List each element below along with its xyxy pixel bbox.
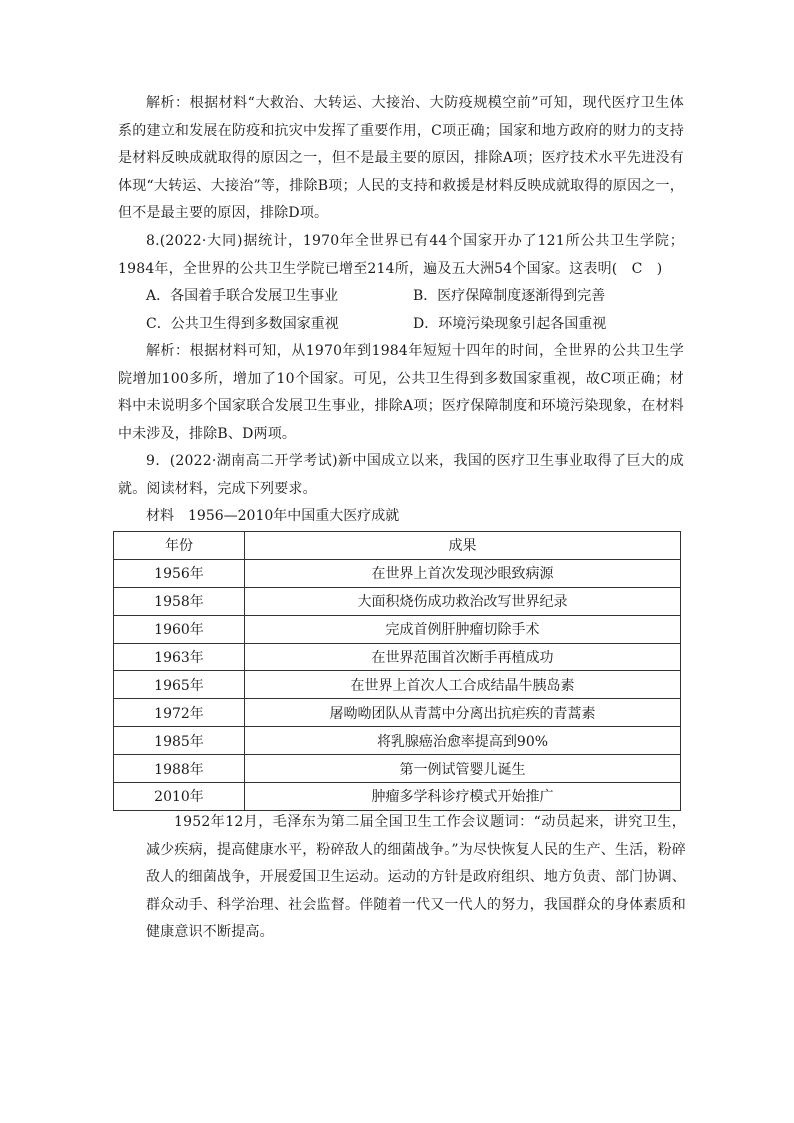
year-cell: 1963年 bbox=[114, 643, 245, 671]
year-cell: 1985年 bbox=[114, 727, 245, 755]
option-a: A．各国着手联合发展卫生事业 bbox=[146, 288, 339, 304]
year-cell: 1960年 bbox=[114, 615, 245, 643]
table-row bbox=[114, 587, 681, 615]
option-b: B．医疗保障制度逐渐得到完善 bbox=[413, 288, 606, 304]
table-row bbox=[114, 559, 681, 587]
achievement-cell: 第一例试管婴儿诞生 bbox=[245, 755, 681, 783]
table-caption bbox=[146, 504, 399, 528]
question-8-options bbox=[146, 283, 686, 338]
achievement-cell: 在世界上首次发现沙眼致病源 bbox=[245, 559, 681, 587]
achievement-cell: 大面积烧伤成功救治改写世界纪录 bbox=[245, 587, 681, 615]
table-header-row bbox=[114, 532, 681, 560]
year-cell: 1956年 bbox=[114, 559, 245, 587]
option-d: D．环境污染现象引起各国重视 bbox=[413, 315, 607, 332]
achievement-cell: 屠呦呦团队从青蒿中分离出抗疟疾的青蒿素 bbox=[245, 699, 681, 727]
closing-paragraph: 1952年12月，毛泽东为第二届全国卫生工作会议题词：“动员起来，讲究卫生，减少疾病，提高健康水平，粉碎敌人的细菌战争。”为尽快恢复人民的生产、生活，粉碎敌人的细菌战争，开展爱国卫生运动。运动的方针是政府组织、地方负责、部门协调、群众动手、科学治理、社会监督。伴随着一代又一代人的努力，我国群众的身体素质和健康意识不断提高。 bbox=[146, 814, 686, 940]
achievement-cell: 在世界上首次人工合成结晶牛胰岛素 bbox=[245, 671, 681, 699]
table-row bbox=[114, 783, 681, 811]
table-row bbox=[114, 615, 681, 643]
table-row bbox=[114, 755, 681, 783]
table-row bbox=[114, 643, 681, 671]
table-row bbox=[114, 699, 681, 727]
year-cell: 1965年 bbox=[114, 671, 245, 699]
achievement-cell: 肿瘤多学科诊疗模式开始推广 bbox=[245, 783, 681, 811]
question-9-stem: 9．(2022·湖南高二开学考试)新中国成立以来，我国的医疗卫生事业取得了巨大的成就。阅读材料，完成下列要求。 bbox=[118, 453, 684, 497]
year-cell: 1958年 bbox=[114, 587, 245, 615]
caption-title: 1956—2010年中国重大医疗成就 bbox=[188, 508, 400, 524]
analysis-paragraph-q7: 解析：根据材料“大救治、大转运、大接治、大防疫规模空前”可知，现代医疗卫生体系的建立和发展在防疫和抗灾中发挥了重要作用，C项正确；国家和地方政府的财力的支持是材料反映成就取得的原因之一，但不是最主要的原因，排除A项；医疗技术水平先进没有体现“大转运、大接治”等，排除B项；人民的支持和救援是材料反映成就取得的原因之一，但不是最主要的原因，排除D项。 bbox=[118, 95, 684, 221]
achievement-cell: 将乳腺癌治愈率提高到90% bbox=[245, 727, 681, 755]
header-year: 年份 bbox=[114, 532, 245, 560]
year-cell: 2010年 bbox=[114, 783, 245, 811]
achievements-table bbox=[113, 531, 681, 811]
achievement-cell: 在世界范围首次断手再植成功 bbox=[245, 643, 681, 671]
analysis-paragraph-q8: 解析：根据材料可知，从1970年到1984年短短十四年的时间，全世界的公共卫生学院增加100多所，增加了10个国家。可见，公共卫生得到多数国家重视，故C项正确；材料中未说明多个国家联合发展卫生事业，排除A项；医疗保障制度和环境污染现象，在材料中未涉及，排除B、D两项。 bbox=[118, 343, 684, 442]
table-row bbox=[114, 671, 681, 699]
question-8-stem: 8.(2022·大同)据统计，1970年全世界已有44个国家开办了121所公共卫生学院；1984年，全世界的公共卫生学院已增至214所，遍及五大洲54个国家。这表明( C ) bbox=[118, 233, 684, 277]
achievement-cell: 完成首例肝肿瘤切除手术 bbox=[245, 615, 681, 643]
caption-label: 材料 bbox=[146, 508, 174, 524]
header-achievement: 成果 bbox=[245, 532, 681, 560]
table-row bbox=[114, 727, 681, 755]
option-c: C．公共卫生得到多数国家重视 bbox=[146, 315, 339, 332]
year-cell: 1972年 bbox=[114, 699, 245, 727]
year-cell: 1988年 bbox=[114, 755, 245, 783]
